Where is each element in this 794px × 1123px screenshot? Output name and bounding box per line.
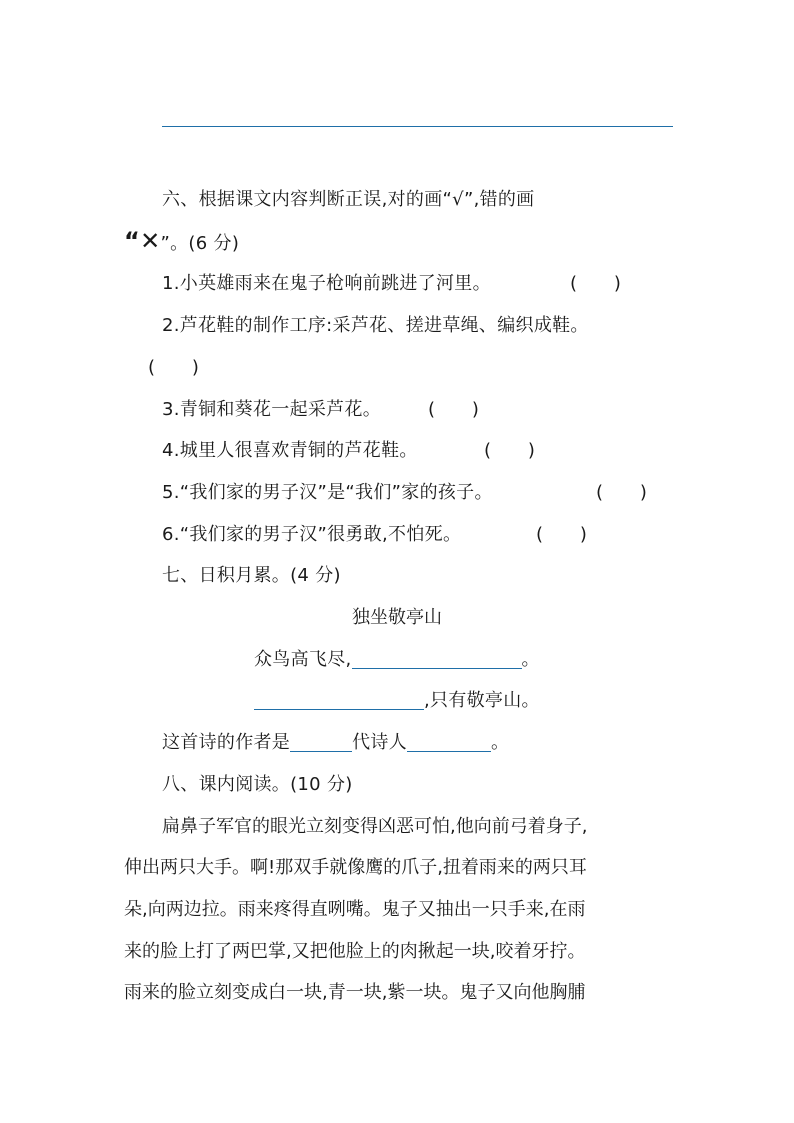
judge-item-text: 1.小英雄雨来在鬼子枪响前跳进了河里。 <box>162 273 491 294</box>
section7-heading: 七、日积月累。(4 分) <box>162 565 341 586</box>
poem-line-2-suffix: ,只有敬亭山。 <box>424 690 540 711</box>
answer-bracket-2[interactable]: ( ) <box>148 357 200 378</box>
check-mark: √ <box>452 189 464 210</box>
judge-item-text: 4.城里人很喜欢青铜的芦花鞋。 <box>162 440 418 461</box>
cross-mark: ✕ <box>140 227 161 255</box>
judge-item-text: 3.青铜和葵花一起采芦花。 <box>162 399 382 420</box>
reading-line-2: 伸出两只大手。啊!那双手就像鹰的爪子,扭着雨来的两只耳 <box>124 857 587 878</box>
judge-item-3 <box>162 398 381 422</box>
author-question-b: 代诗人 <box>352 732 408 753</box>
author-question-a: 这首诗的作者是 <box>162 732 291 753</box>
poem-blank-2[interactable] <box>254 709 424 710</box>
answer-bracket-6[interactable]: ( ) <box>536 524 588 545</box>
author-question-end: 。 <box>491 732 510 753</box>
answer-bracket-4[interactable]: ( ) <box>484 440 536 461</box>
section8-heading: 八、课内阅读。(10 分) <box>162 774 353 795</box>
header-rule <box>162 126 673 127</box>
section6-heading <box>162 188 534 212</box>
section6-heading-text-a: 六、根据课文内容判断正误,对的画“ <box>162 189 453 210</box>
reading-line-3: 朵,向两边拉。雨来疼得直咧嘴。鬼子又抽出一只手来,在雨 <box>124 899 586 920</box>
judge-item-4 <box>162 439 418 463</box>
reading-line-5: 雨来的脸立刻变成白一块,青一块,紫一块。鬼子又向他胸脯 <box>124 982 586 1003</box>
section6-heading-cont <box>124 229 239 256</box>
answer-bracket-3[interactable]: ( ) <box>428 399 480 420</box>
poem-line-1-prefix: 众鸟高飞尽, <box>254 649 352 670</box>
judge-item-6 <box>162 523 461 547</box>
author-question <box>162 731 509 755</box>
answer-bracket-5[interactable]: ( ) <box>596 482 648 503</box>
judge-item-text: 6.“我们家的男子汉”很勇敢,不怕死。 <box>162 524 462 545</box>
poem-title: 独坐敬亭山 <box>352 607 442 628</box>
judge-item-text: 5.“我们家的男子汉”是“我们”家的孩子。 <box>162 482 493 503</box>
poem-line-1 <box>254 648 540 672</box>
cross-open-quote: “ <box>124 227 141 255</box>
poet-blank[interactable] <box>407 751 491 752</box>
judge-item-1 <box>162 272 491 296</box>
answer-bracket-1[interactable]: ( ) <box>570 273 622 294</box>
judge-item-2 <box>162 314 589 338</box>
dynasty-blank[interactable] <box>290 751 352 752</box>
reading-line-1: 扁鼻子军官的眼光立刻变得凶恶可怕,他向前弓着身子, <box>162 816 588 837</box>
reading-line-4: 来的脸上打了两巴掌,又把他脸上的肉揪起一块,咬着牙拧。 <box>124 941 586 962</box>
judge-item-text: 2.芦花鞋的制作工序:采芦花、搓进草绳、编织成鞋。 <box>162 315 589 336</box>
section6-heading-text-b: ”,错的画 <box>463 189 535 210</box>
poem-line-2 <box>254 689 540 713</box>
poem-blank-1[interactable] <box>352 668 522 669</box>
section6-heading-text-c: ”。(6 分) <box>160 233 240 254</box>
judge-item-5 <box>162 481 493 505</box>
poem-line-1-end: 。 <box>521 649 540 670</box>
